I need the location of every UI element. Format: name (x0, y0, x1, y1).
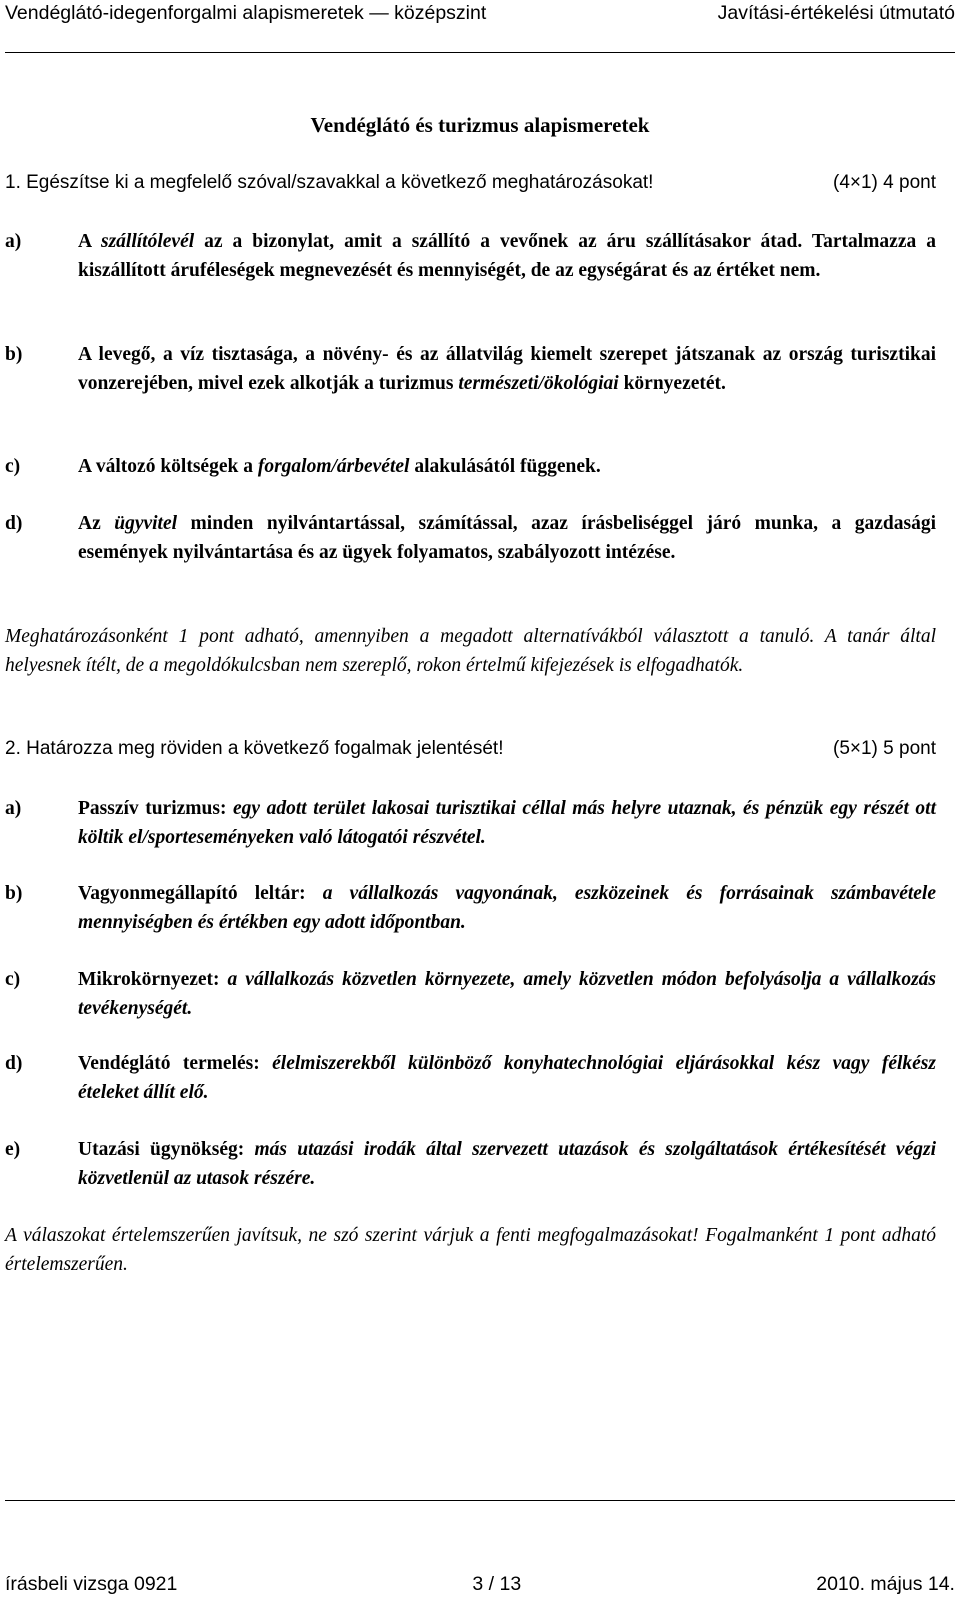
q1-item-c (5, 453, 936, 482)
text-part: A levegő, a víz tisztasága, a növény- és az állatvilág kiemelt szerepet játszanak az ország turisztikai vonzerejében, mivel ezek alkotják a turizmus (78, 344, 936, 394)
q1-heading (5, 172, 936, 194)
item-text (78, 1050, 936, 1107)
item-label: a) (5, 231, 22, 252)
footer-rule (5, 1500, 955, 1501)
header-left: Vendéglátó-idegenforgalmi alapismeretek — középszint (5, 2, 487, 24)
item-text (78, 341, 936, 398)
q2-heading (5, 738, 936, 760)
page-footer (5, 1571, 955, 1597)
item-label: c) (5, 969, 21, 990)
answer-term: szállítólevél (101, 231, 195, 252)
header-rule (5, 52, 955, 53)
item-text (78, 880, 936, 937)
q1-scoring-note: Meghatározásonként 1 pont adható, amennyiben a megadott alternatívákból választott a tanuló. A tanár által helyesnek ítélt, de a megoldókulcsban nem szereplő, rokon értelmű kifejezések is elfogadhatók. (5, 626, 936, 676)
item-label: d) (5, 1053, 23, 1074)
text-part: minden nyilvántartással, számítással, azaz írásbeliséggel járó munka, a gazdasági események nyilvántartása és az ügyek folyamatos, szabályozott intézése. (78, 513, 936, 563)
text-part: környezetét. (618, 372, 726, 394)
header-right: Javítási-értékelési útmutató (717, 2, 955, 24)
q2-item-b (5, 880, 936, 937)
item-text (78, 510, 936, 567)
q1-item-d (5, 510, 936, 567)
definition: élelmiszerekből különböző konyhatechnológiai eljárásokkal kész vagy félkész ételeket állít elő. (78, 1053, 936, 1103)
item-text (78, 966, 936, 1023)
item-label: b) (5, 883, 23, 904)
page-number: 3 / 13 (472, 1573, 522, 1595)
item-text (78, 1136, 936, 1193)
term: Vendéglátó termelés: (78, 1053, 260, 1074)
definition: a vállalkozás közvetlen környezete, amely közvetlen módon befolyásolja a vállalkozás tevékenységét. (78, 969, 936, 1019)
answer-term: természeti/ökológiai (458, 372, 619, 394)
footer-right: 2010. május 14. (816, 1573, 955, 1595)
q2-item-e (5, 1136, 936, 1193)
item-label: d) (5, 513, 23, 534)
page-header (5, 0, 955, 26)
item-text (78, 795, 936, 852)
text-part: alakulásától függenek. (409, 456, 601, 477)
q1-item-b (5, 341, 936, 398)
q1-prompt: 1. Egészítse ki a megfelelő szóval/szavakkal a következő meghatározásokat! (5, 172, 654, 193)
item-label: e) (5, 1139, 21, 1160)
text-part: Az (78, 513, 115, 534)
q1-points: (4×1) 4 pont (833, 172, 936, 193)
item-label: c) (5, 456, 21, 477)
q2-scoring-note: A válaszokat értelemszerűen javítsuk, ne szó szerint várjuk a fenti megfogalmazásokat! Fogalmanként 1 pont adható értelemszerűen. (5, 1225, 936, 1275)
term: Passzív turizmus: (78, 798, 227, 819)
q2-prompt: 2. Határozza meg röviden a következő fogalmak jelentését! (5, 738, 504, 759)
q2-item-a (5, 795, 936, 852)
term: Vagyonmegállapító leltár: (78, 883, 306, 904)
term: Utazási ügynökség: (78, 1139, 245, 1160)
footer-left: írásbeli vizsga 0921 (5, 1573, 178, 1595)
text-part: A változó költségek a (78, 456, 258, 477)
definition: a vállalkozás vagyonának, eszközeinek és forrásainak számbavétele mennyiségben és értékben egy adott időpontban. (78, 883, 937, 933)
answer-term: forgalom/árbevétel (257, 456, 410, 477)
q1-item-a (5, 228, 936, 285)
section-title: Vendéglátó és turizmus alapismeretek (310, 113, 650, 137)
q2-item-c (5, 966, 936, 1023)
q2-item-d (5, 1050, 936, 1107)
item-text (78, 453, 936, 482)
item-label: b) (5, 344, 23, 365)
term: Mikrokörnyezet: (78, 969, 220, 990)
definition: egy adott terület lakosai turisztikai céllal más helyre utaznak, és pénzük egy részét ott költik el/sporteseményeken való látogatói részvétel. (78, 798, 936, 848)
item-text (78, 228, 936, 285)
answer-term: ügyvitel (114, 513, 178, 534)
q2-points: (5×1) 5 pont (833, 738, 936, 759)
item-label: a) (5, 798, 22, 819)
text-part: az a bizonylat, amit a szállító a vevőnek az áru szállításakor átad. Tartalmazza a kiszállított áruféleségek megnevezését és mennyiségét, de az egységárat és az értéket nem. (78, 231, 936, 281)
definition: más utazási irodák által szervezett utazások és szolgáltatások értékesítését végzi közvetlenül az utasok részére. (78, 1139, 936, 1189)
text-part: A (78, 231, 101, 252)
